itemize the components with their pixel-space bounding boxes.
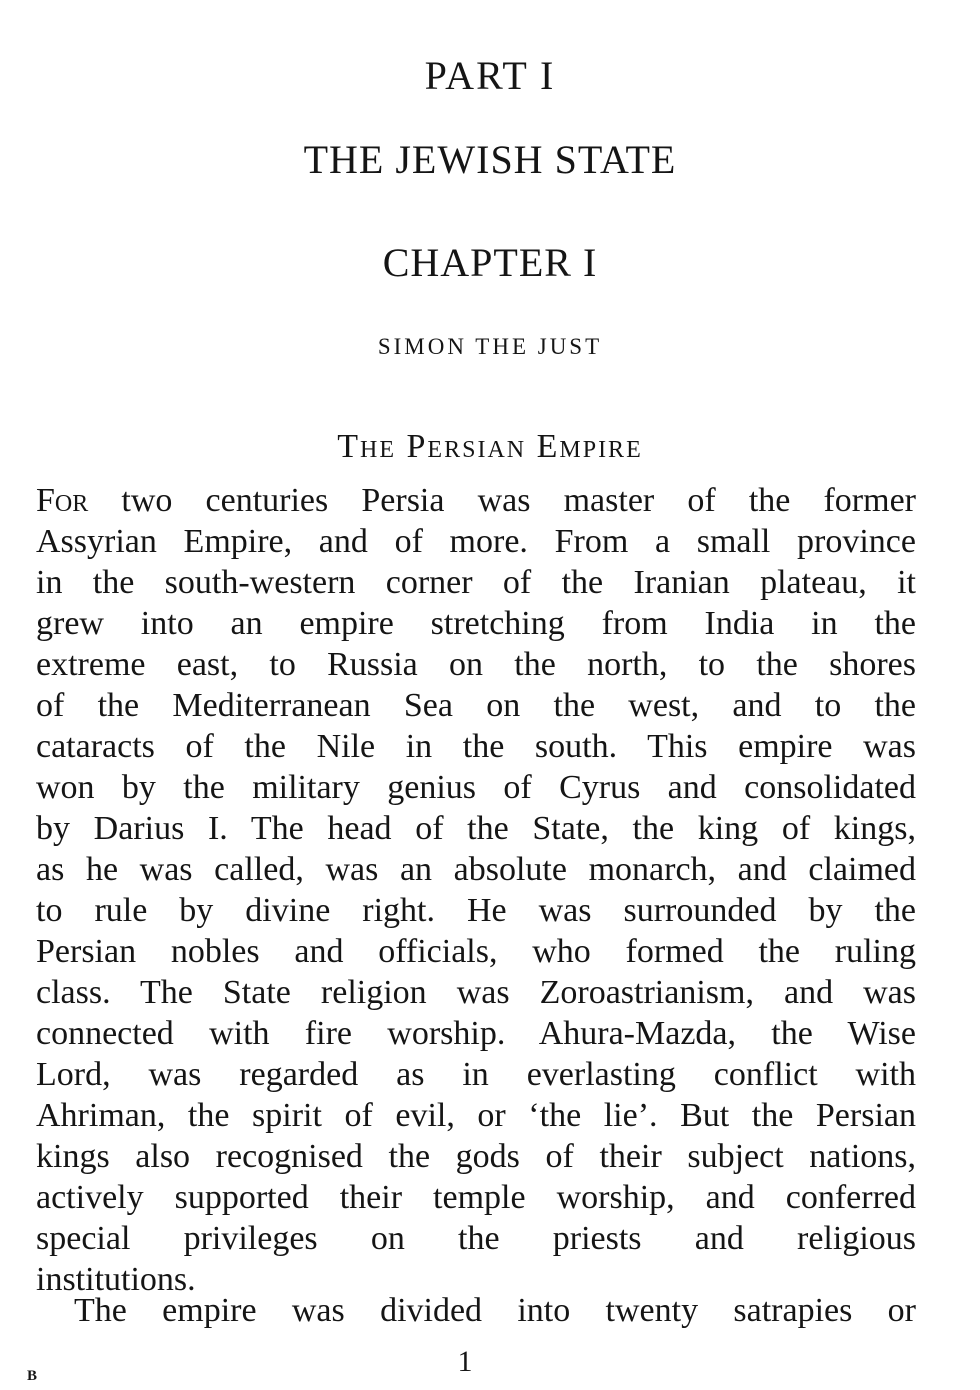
text-line: as he was called, was an absolute monarch, and claimed	[36, 851, 916, 888]
text-line: class. The State religion was Zoroastrianism, and was	[36, 974, 916, 1011]
text-line: cataracts of the Nile in the south. This empire was	[36, 728, 916, 765]
text-line: in the south-western corner of the Iranian plateau, it	[36, 564, 916, 601]
text-line: Ahriman, the spirit of evil, or ‘the lie’. But the Persian	[36, 1097, 916, 1134]
text-line: Lord, was regarded as in everlasting conflict with	[36, 1056, 916, 1093]
text-line: of the Mediterranean Sea on the west, and to the	[36, 687, 916, 724]
part-number: PART I	[424, 53, 556, 98]
drop-word: For	[36, 482, 89, 519]
text-line: by Darius I. The head of the State, the king of kings,	[36, 810, 916, 847]
paragraph-1	[36, 480, 916, 1300]
text-line: The empire was divided into twenty satrapies or	[74, 1292, 916, 1329]
text-line: extreme east, to Russia on the north, to the shores	[36, 646, 916, 683]
text-line: to rule by divine right. He was surrounded by the	[36, 892, 916, 929]
text-line: Persian nobles and officials, who formed the ruling	[36, 933, 916, 970]
text-line: For two centuries Persia was master of the former	[36, 482, 916, 519]
text-line: Assyrian Empire, and of more. From a small province	[36, 523, 916, 560]
paragraph-2	[36, 1290, 916, 1331]
page-number: 1	[457, 1345, 473, 1378]
chapter-number: CHAPTER I	[382, 240, 598, 285]
text-line: grew into an empire stretching from India in the	[36, 605, 916, 642]
section-heading: The Persian Empire	[337, 428, 643, 465]
text-line: connected with fire worship. Ahura-Mazda, the Wise	[36, 1015, 916, 1052]
text-line: actively supported their temple worship, and conferred	[36, 1179, 916, 1216]
text-line: institutions.	[36, 1261, 196, 1298]
text-line: kings also recognised the gods of their subject nations,	[36, 1138, 916, 1175]
text-line: won by the military genius of Cyrus and consolidated	[36, 769, 916, 806]
text-line: special privileges on the priests and religious	[36, 1220, 916, 1257]
part-title: THE JEWISH STATE	[303, 137, 677, 182]
signature-mark: B	[27, 1368, 39, 1384]
chapter-title: SIMON THE JUST	[377, 334, 603, 359]
